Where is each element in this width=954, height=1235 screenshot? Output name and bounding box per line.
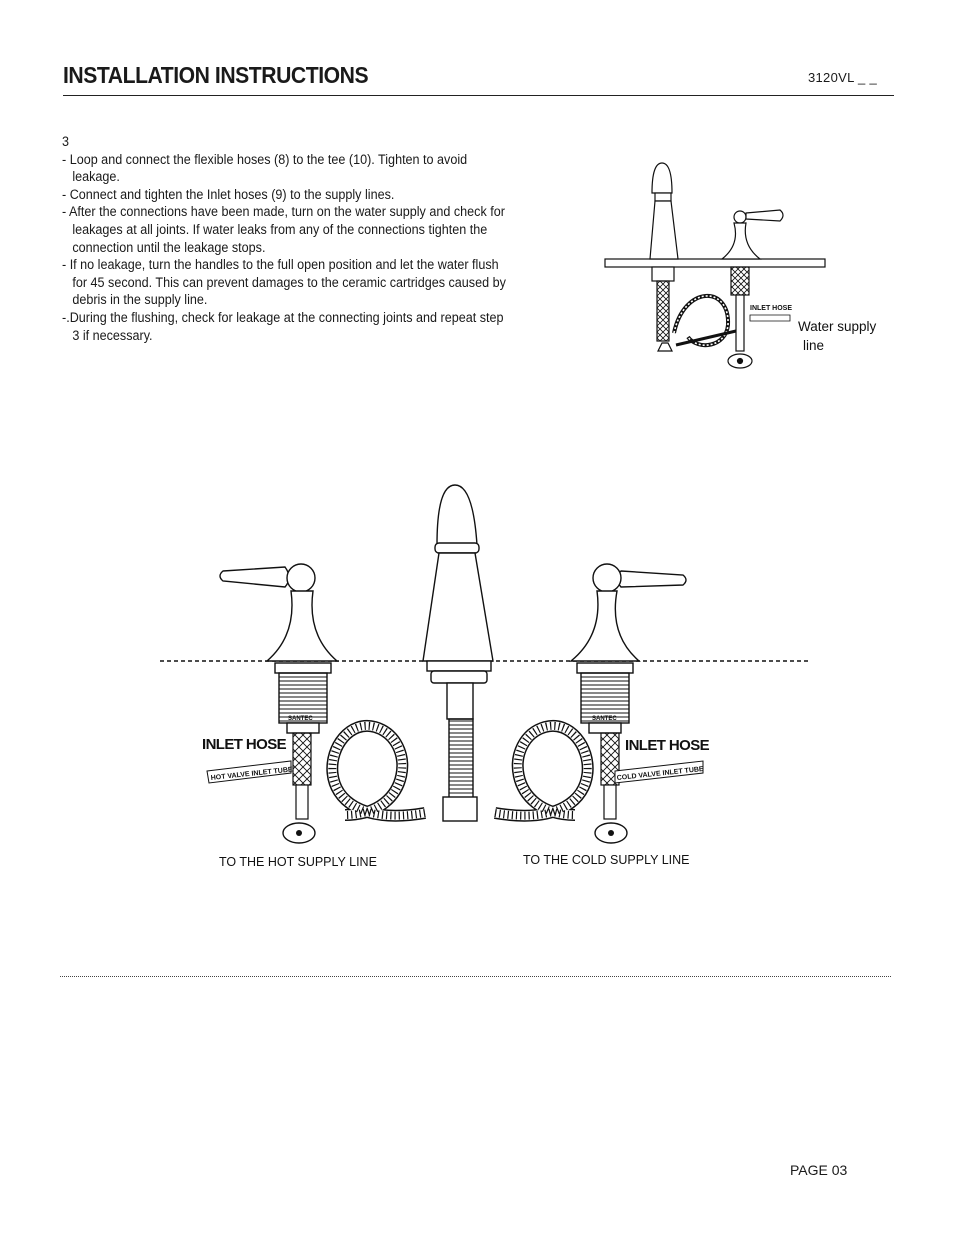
instruction-line: - Connect and tighten the Inlet hoses (9) to the supply lines. [62, 186, 395, 202]
instruction-line: -.During the flushing, check for leakage at the connecting joints and repeat step 3 if necessary. [62, 309, 504, 343]
instruction-line: - After the connections have been made, turn on the water supply and check for leakages at all joints. If water leaks from any of the connections tighten the connection until the leakage stops. [62, 204, 505, 255]
step-number: 3 [62, 134, 70, 149]
hot-tube-label: HOT VALVE INLET TUBE [210, 766, 293, 782]
small-faucet-diagram [600, 155, 900, 375]
instruction-line: - Loop and connect the flexible hoses (8) to the tee (10). Tighten to avoid leakage. [62, 151, 468, 185]
cold-supply-line-label: TO THE COLD SUPPLY LINE [523, 853, 690, 867]
main-faucet-diagram [155, 475, 815, 875]
page-title: INSTALLATION INSTRUCTIONS [63, 62, 369, 88]
brand-right: SANTEC [592, 716, 617, 722]
inlet-hose-label-right: INLET HOSE [625, 737, 710, 754]
cold-handle [571, 564, 686, 733]
header-divider [63, 95, 894, 96]
hot-supply-line-label: TO THE HOT SUPPLY LINE [219, 855, 377, 869]
brand-left: SANTEC [288, 716, 313, 722]
spout [423, 485, 493, 821]
model-number: 3120VL _ _ [808, 70, 878, 85]
flex-hose-right [495, 726, 588, 816]
hot-inlet-hose [293, 733, 311, 819]
handle-small [722, 210, 783, 259]
spout-small [650, 163, 678, 259]
countertop [605, 259, 825, 267]
flex-hose-left [332, 726, 425, 816]
page-number: PAGE 03 [790, 1162, 848, 1178]
water-supply-label: Water supply [798, 319, 877, 334]
inlet-hose-label-left: INLET HOSE [202, 736, 287, 753]
instruction-line: - If no leakage, turn the handles to the full open position and let the water flush for 45 second. This can prevent damages to the ceramic cartridges caused by debris in the supply line. [62, 257, 506, 308]
step-instructions [62, 133, 513, 344]
hot-handle [220, 564, 337, 733]
cold-tube-label: COLD VALVE INLET TUBE [616, 765, 704, 782]
water-supply-label-line: line [803, 338, 825, 353]
inlet-hose-label-small: INLET HOSE [750, 305, 793, 312]
footer-divider [60, 976, 891, 977]
